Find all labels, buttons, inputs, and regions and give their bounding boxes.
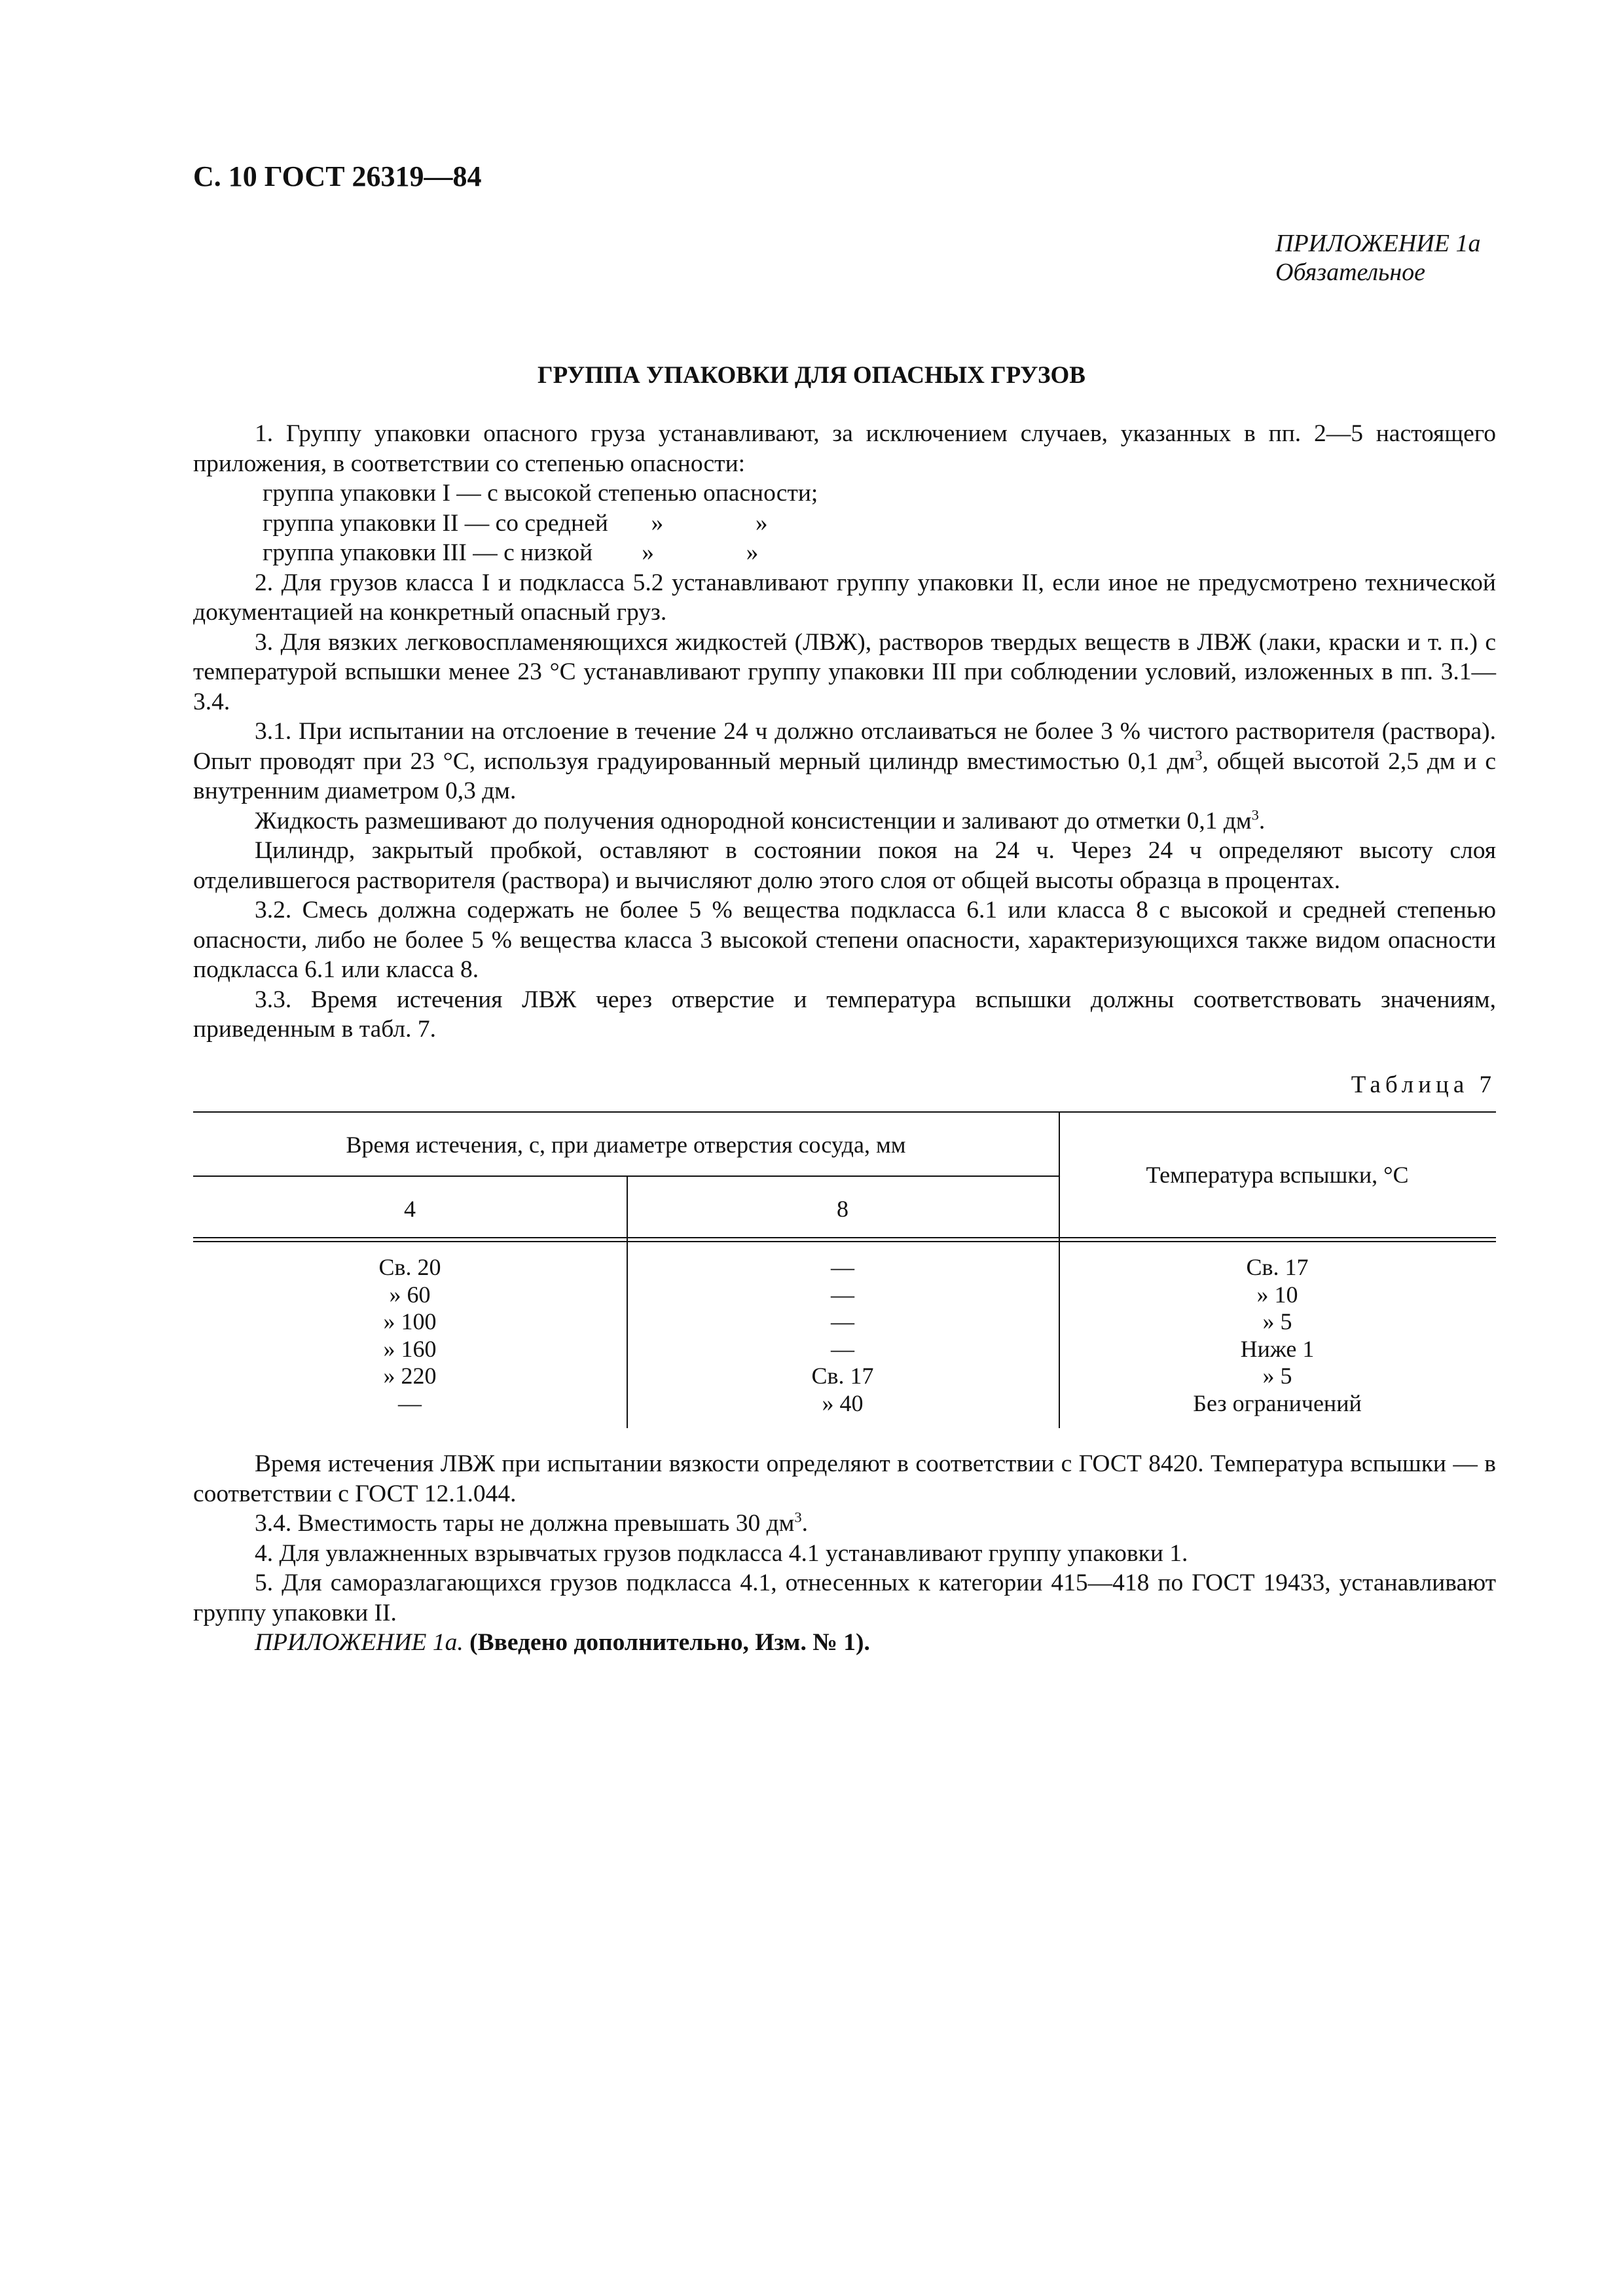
table-cell: Без ограничений <box>1193 1390 1362 1416</box>
table-cell: » 160 <box>383 1335 437 1362</box>
table-cell: » 40 <box>822 1390 864 1416</box>
amendment-note <box>193 1628 1496 1658</box>
appendix-block <box>1275 229 1480 287</box>
amendment-label: ПРИЛОЖЕНИЕ 1а. <box>255 1629 464 1656</box>
table-cell: — <box>398 1390 422 1416</box>
table-cell: » 60 <box>389 1281 431 1308</box>
paragraph-viscosity: Время истечения ЛВЖ при испытании вязкости определяют в соответствии с ГОСТ 8420. Температура вспышки — в соответствии с ГОСТ 12.1.044. <box>193 1450 1496 1507</box>
appendix-status: Обязательное <box>1275 259 1426 286</box>
table-cell: — <box>831 1308 854 1335</box>
table-col1-values <box>193 1254 627 1417</box>
table-cell: Ниже 1 <box>1240 1335 1315 1362</box>
paragraph-3-3: 3.3. Время истечения ЛВЖ через отверстие и температура вспышки должны соответствовать значениям, приведенным в табл. 7. <box>193 986 1496 1043</box>
amendment-text: (Введено дополнительно, Изм. № 1). <box>469 1629 870 1656</box>
paragraph-3: 3. Для вязких легковоспламеняющихся жидкостей (ЛВЖ), растворов твердых веществ в ЛВЖ (лаки, краски и т. п.) с температурой вспышки менее 23 °С устанавливают группу упаковки III при соблюдении условий, изложенных в пп. 3.1—3.4. <box>193 628 1496 715</box>
period: . <box>1258 807 1266 834</box>
superscript-3: 3 <box>1195 747 1203 763</box>
section-title: ГРУППА УПАКОВКИ ДЛЯ ОПАСНЫХ ГРУЗОВ <box>538 362 1085 389</box>
paragraph-3-1-mix-text: Жидкость размешивают до получения однородной консистенции и заливают до отметки 0,1 дм <box>255 807 1252 834</box>
paragraph-5: 5. Для саморазлагающихся грузов подкласса 4.1, отнесенных к категории 415—418 по ГОСТ 19433, устанавливают группу упаковки II. <box>193 1570 1496 1626</box>
table-cell: » 5 <box>1262 1363 1292 1389</box>
table-cell: » 220 <box>383 1363 437 1389</box>
table-cell: » 5 <box>1262 1308 1292 1335</box>
table-cell: Св. 17 <box>1246 1254 1309 1280</box>
table-col3-values <box>1059 1254 1496 1417</box>
body-text-after-table <box>193 1449 1496 1658</box>
paragraph-3-2: 3.2. Смесь должна содержать не более 5 % вещества подкласса 6.1 или класса 8 с высокой и средней степенью опасности, либо не более 5 % вещества класса 3 высокой степени опасности, характеризующихся также видом опасности подкласса 6.1 или класса 8. <box>193 897 1496 983</box>
table-header-col3: Температура вспышки, °С <box>1146 1162 1409 1188</box>
table-cell: » 100 <box>383 1308 437 1335</box>
table-header-col1: 4 <box>404 1196 416 1222</box>
paragraph-3-1-text: 3.1. При испытании на отслоение в течение 24 ч должно отслаиваться не более 3 % чистого растворителя (раствора). Опыт проводят при 23 °С, используя градуированный мерный цилиндр вместимостью 0,1 дм <box>193 718 1496 775</box>
superscript-3: 3 <box>794 1509 802 1526</box>
table-cell: — <box>831 1281 854 1308</box>
list-item-1: группа упаковки I — с высокой степенью опасности; <box>263 480 818 507</box>
appendix-label: ПРИЛОЖЕНИЕ 1а <box>1275 230 1481 257</box>
table-col2-values <box>627 1254 1059 1417</box>
table-cell: — <box>831 1335 854 1362</box>
page-header: С. 10 ГОСТ 26319—84 <box>193 160 482 192</box>
table-header-col2: 8 <box>837 1196 848 1222</box>
table-7 <box>193 1111 1496 1428</box>
table-cell: — <box>831 1254 854 1280</box>
paragraph-3-4 <box>193 1509 1496 1539</box>
table-rule-top <box>193 1111 1496 1113</box>
paragraph-2: 2. Для грузов класса I и подкласса 5.2 устанавливают группу упаковки II, если иное не предусмотрено технической документацией на конкретный опасный груз. <box>193 569 1496 626</box>
table-rule-header-2 <box>193 1241 1496 1242</box>
table-caption: Таблица 7 <box>1351 1071 1496 1098</box>
table-rule-subheader <box>193 1175 1059 1177</box>
paragraph-3-1-end: , общей высотой 2,5 дм и с внутренним диаметром 0,3 дм. <box>193 747 1496 804</box>
list-item-3: группа упаковки III — с низкой » » <box>263 539 759 566</box>
table-cell: » 10 <box>1256 1281 1298 1308</box>
paragraph-4: 4. Для увлажненных взрывчатых грузов подкласса 4.1 устанавливают группу упаковки 1. <box>255 1539 1188 1567</box>
superscript-3: 3 <box>1251 806 1259 823</box>
paragraph-3-1-mix <box>193 806 1496 836</box>
paragraph-1: 1. Группу упаковки опасного груза устанавливают, за исключением случаев, указанных в пп. 2—5 настоящего приложения, в соответствии со степенью опасности: <box>193 420 1496 477</box>
paragraph-3-1-cylinder: Цилиндр, закрытый пробкой, оставляют в состоянии покоя на 24 ч. Через 24 ч определяют высоту слоя отделившегося растворителя (раствора) и вычисляют долю этого слоя от общей высоты образца в процентах. <box>193 837 1496 894</box>
table-cell: Св. 17 <box>811 1363 874 1389</box>
list-item-2: группа упаковки II — со средней » » <box>263 509 768 537</box>
table-rule-header-1 <box>193 1237 1496 1238</box>
table-header-span: Время истечения, с, при диаметре отверстия сосуда, мм <box>346 1132 906 1158</box>
period: . <box>801 1510 809 1537</box>
paragraph-3-4-text: 3.4. Вместимость тары не должна превышать 30 дм <box>255 1510 795 1537</box>
table-cell: Св. 20 <box>378 1254 441 1280</box>
body-text <box>193 419 1496 1045</box>
paragraph-3-1 <box>193 717 1496 806</box>
